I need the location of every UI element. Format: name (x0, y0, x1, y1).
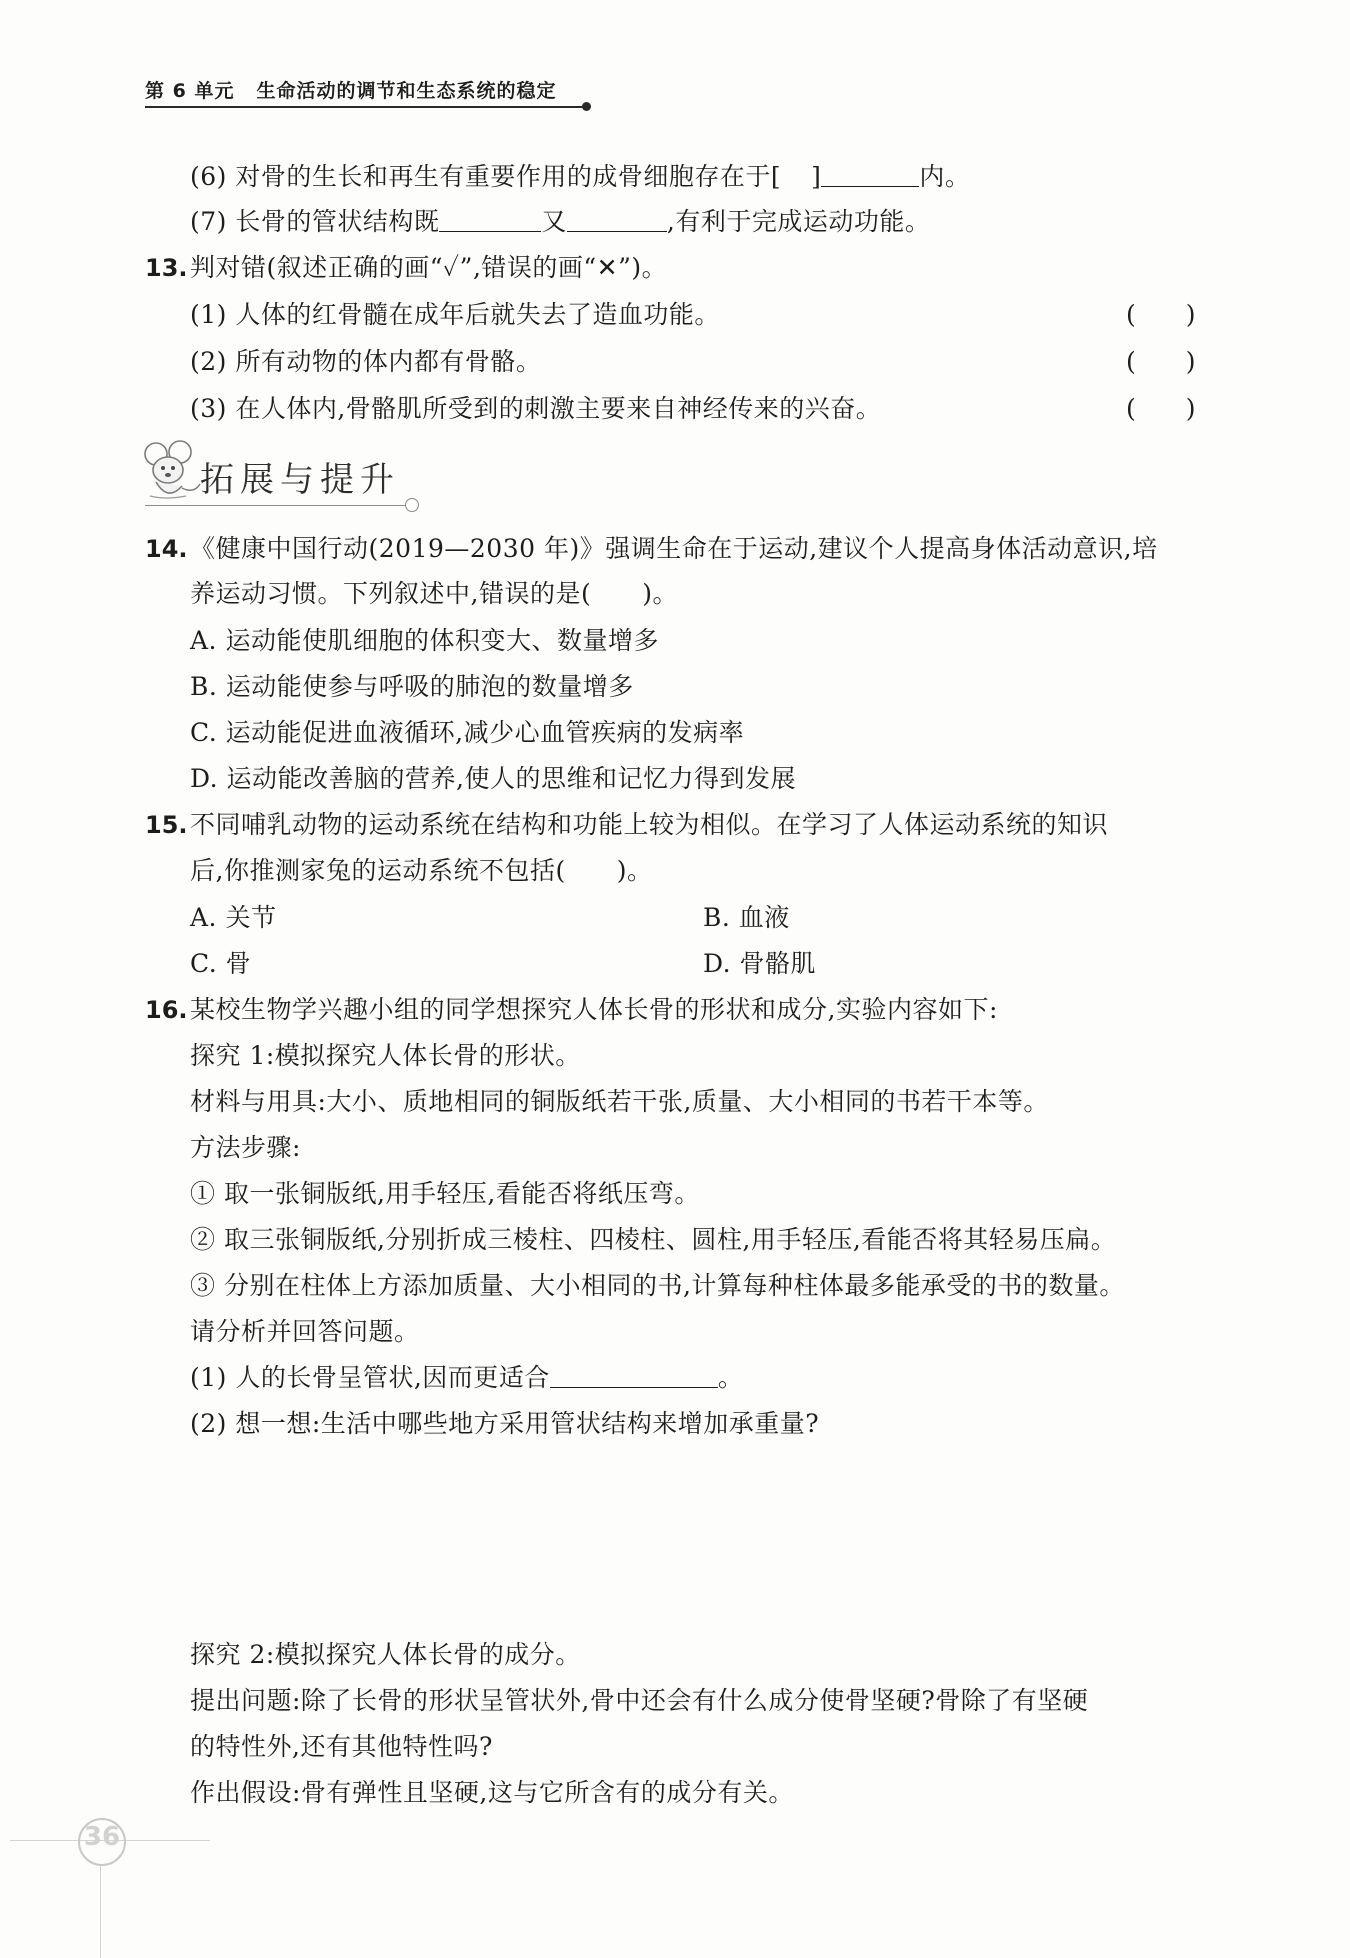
q16-step-2: ② 取三张铜版纸,分别折成三棱柱、四棱柱、圆柱,用手轻压,看能否将其轻易压扁。 (190, 1225, 1117, 1254)
header-dot (582, 102, 591, 111)
question-number: 15. (145, 811, 188, 839)
unit-label: 第 6 单元 (145, 80, 235, 102)
footer-rule-vertical (100, 1866, 101, 1958)
q14-line-2: 养运动习惯。下列叙述中,错误的是( )。 (190, 579, 678, 608)
q15-option-c[interactable]: C. 骨 (190, 949, 252, 978)
q15-option-b[interactable]: B. 血液 (703, 903, 790, 932)
q16-sub-2: (2) 想一想:生活中哪些地方采用管状结构来增加承重量? (190, 1409, 820, 1438)
answer-blank[interactable] (821, 162, 919, 187)
q14-option-d[interactable]: D. 运动能改善脑的营养,使人的思维和记忆力得到发展 (190, 764, 796, 793)
answer-paren[interactable]: ( ) (1126, 394, 1196, 423)
q15-option-a[interactable]: A. 关节 (190, 903, 277, 932)
q12-sub7: (7) 长骨的管状结构既 又 ,有利于完成运动功能。 (190, 207, 931, 236)
answer-paren[interactable]: ( ) (1126, 347, 1196, 376)
q15-line-1: 不同哺乳动物的运动系统在结构和功能上较为相似。在学习了人体运动系统的知识 (190, 810, 1109, 839)
q14-option-a[interactable]: A. 运动能使肌细胞的体积变大、数量增多 (190, 626, 659, 655)
q13-stem: 判对错(叙述正确的画“✓”,错误的画“✕”)。 (190, 253, 668, 282)
q16-analyze: 请分析并回答问题。 (190, 1317, 420, 1346)
q13-item-2: (2) 所有动物的体内都有骨骼。 (190, 347, 542, 376)
header-rule (145, 106, 585, 108)
q16-materials: 材料与用具:大小、质地相同的铜版纸若干张,质量、大小相同的书若干本等。 (190, 1087, 1049, 1116)
section-rule (145, 505, 415, 506)
answer-paren[interactable]: ( ) (1126, 300, 1196, 329)
q14-option-c[interactable]: C. 运动能促进血液循环,减少心血管疾病的发病率 (190, 718, 745, 747)
question-number: 16. (145, 996, 188, 1024)
page-number: 36 (83, 1822, 121, 1852)
q16-sub-1: (1) 人的长骨呈管状,因而更适合 。 (190, 1363, 744, 1392)
q15-option-d[interactable]: D. 骨骼肌 (703, 949, 817, 978)
q16-stem: 某校生物学兴趣小组的同学想探究人体长骨的形状和成分,实验内容如下: (190, 995, 998, 1024)
q16-method: 方法步骤: (190, 1133, 301, 1162)
answer-blank[interactable] (567, 207, 667, 232)
q12-sub6: (6) 对骨的生长和再生有重要作用的成骨细胞存在于[ ] 内。 (190, 162, 971, 191)
q16-part2-title: 探究 2:模拟探究人体长骨的成分。 (190, 1640, 581, 1669)
q14-line-1: 《健康中国行动(2019—2030 年)》强调生命在于运动,建议个人提高身体活动意识,培 (190, 534, 1158, 563)
mouse-mascot-icon (136, 436, 206, 506)
unit-title: 生命活动的调节和生态系统的稳定 (256, 80, 557, 102)
answer-blank[interactable] (550, 1363, 718, 1388)
q16-part1-title: 探究 1:模拟探究人体长骨的形状。 (190, 1041, 581, 1070)
section-title: 拓展与提升 (200, 460, 400, 500)
q16-hypothesis: 作出假设:骨有弹性且坚硬,这与它所含有的成分有关。 (190, 1778, 794, 1807)
q16-question-line-1: 提出问题:除了长骨的形状呈管状外,骨中还会有什么成分使骨坚硬?骨除了有坚硬 (190, 1686, 1089, 1715)
q16-step-1: ① 取一张铜版纸,用手轻压,看能否将纸压弯。 (190, 1179, 700, 1208)
running-header (145, 76, 556, 103)
q13-item-1: (1) 人体的红骨髓在成年后就失去了造血功能。 (190, 300, 720, 329)
question-number: 14. (145, 535, 188, 563)
q13-item-3: (3) 在人体内,骨骼肌所受到的刺激主要来自神经传来的兴奋。 (190, 394, 882, 423)
question-number: 13. (145, 254, 188, 282)
section-rule-end (405, 498, 419, 512)
q16-step-3: ③ 分别在柱体上方添加质量、大小相同的书,计算每种柱体最多能承受的书的数量。 (190, 1271, 1125, 1300)
q14-option-b[interactable]: B. 运动能使参与呼吸的肺泡的数量增多 (190, 672, 634, 701)
q15-line-2: 后,你推测家兔的运动系统不包括( )。 (190, 856, 653, 885)
answer-blank[interactable] (439, 207, 541, 232)
q16-question-line-2: 的特性外,还有其他特性吗? (190, 1732, 493, 1761)
